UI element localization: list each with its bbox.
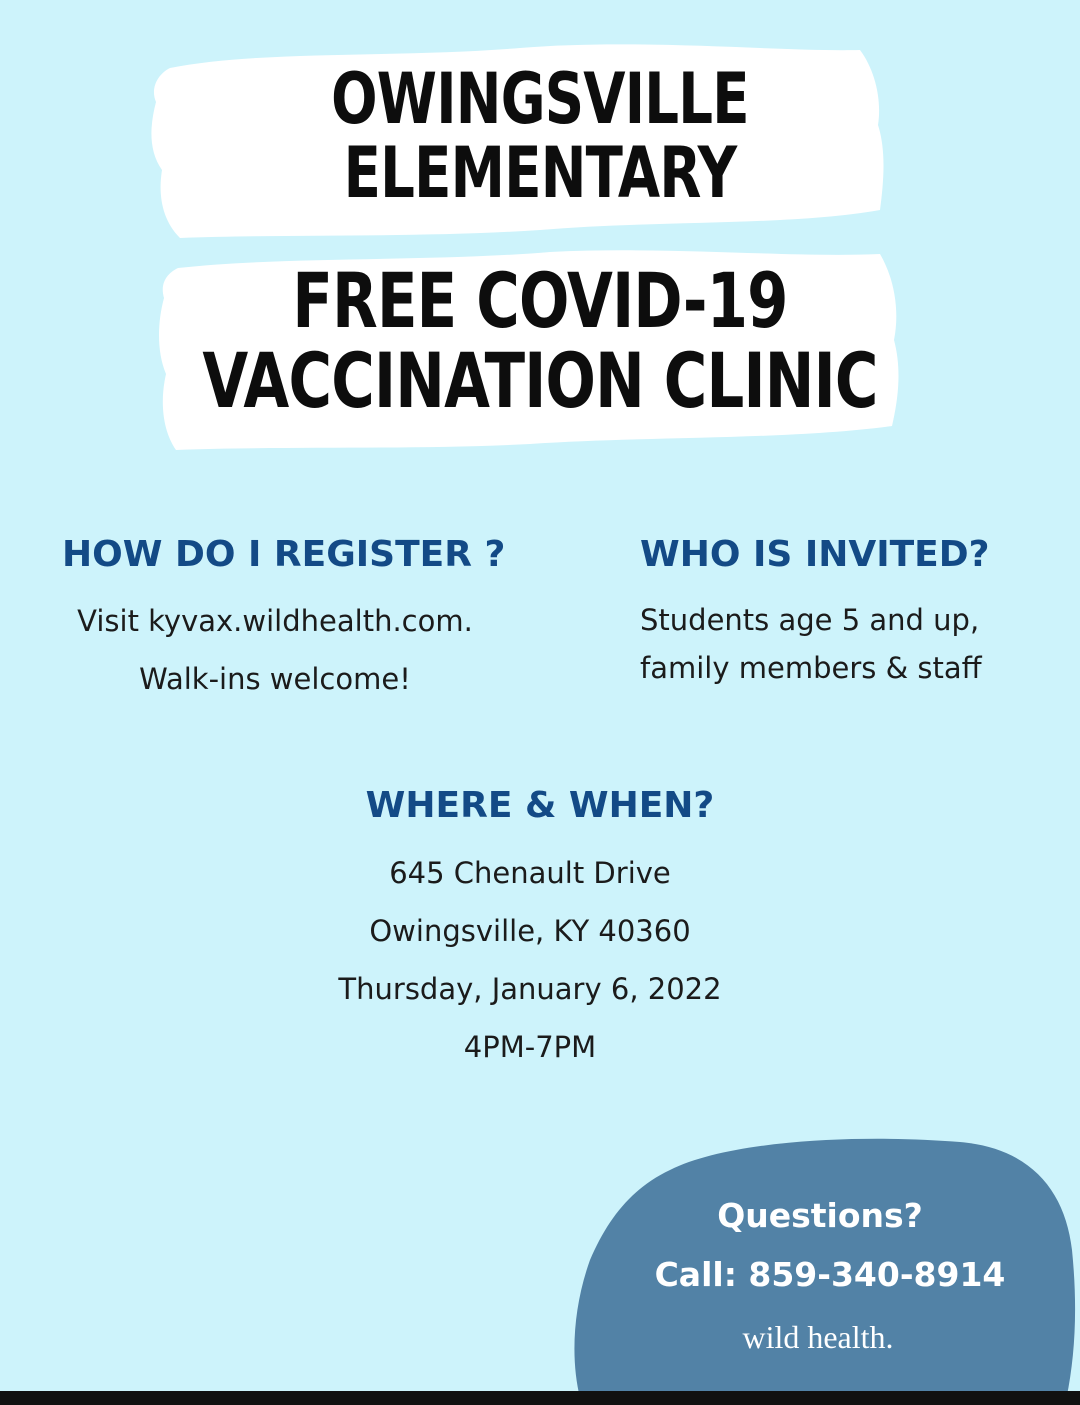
where-when-heading: WHERE & WHEN? <box>365 785 715 826</box>
register-walkins: Walk-ins welcome! <box>139 662 411 696</box>
clinic-title-line1: FREE COVID-19 <box>292 256 788 345</box>
event-time: 4PM-7PM <box>463 1030 597 1064</box>
phone-number[interactable]: Call: 859-340-8914 <box>654 1255 1006 1294</box>
address-city: Owingsville, KY 40360 <box>369 914 691 948</box>
event-date: Thursday, January 6, 2022 <box>338 972 722 1006</box>
invited-students: Students age 5 and up, <box>640 603 980 637</box>
invited-heading: WHO IS INVITED? <box>640 534 990 575</box>
school-name-line2: ELEMENTARY <box>343 132 737 214</box>
register-heading: HOW DO I REGISTER ? <box>62 534 506 575</box>
wild-health-logo: wild health. <box>742 1319 894 1355</box>
register-website: Visit kyvax.wildhealth.com. <box>77 604 473 638</box>
address-street: 645 Chenault Drive <box>389 856 671 890</box>
invited-family: family members & staff <box>640 651 982 685</box>
clinic-title-line2: VACCINATION CLINIC <box>202 336 878 425</box>
questions-label: Questions? <box>717 1196 923 1235</box>
bottom-bar <box>0 1391 1080 1405</box>
school-name-line1: OWINGSVILLE <box>331 58 749 140</box>
